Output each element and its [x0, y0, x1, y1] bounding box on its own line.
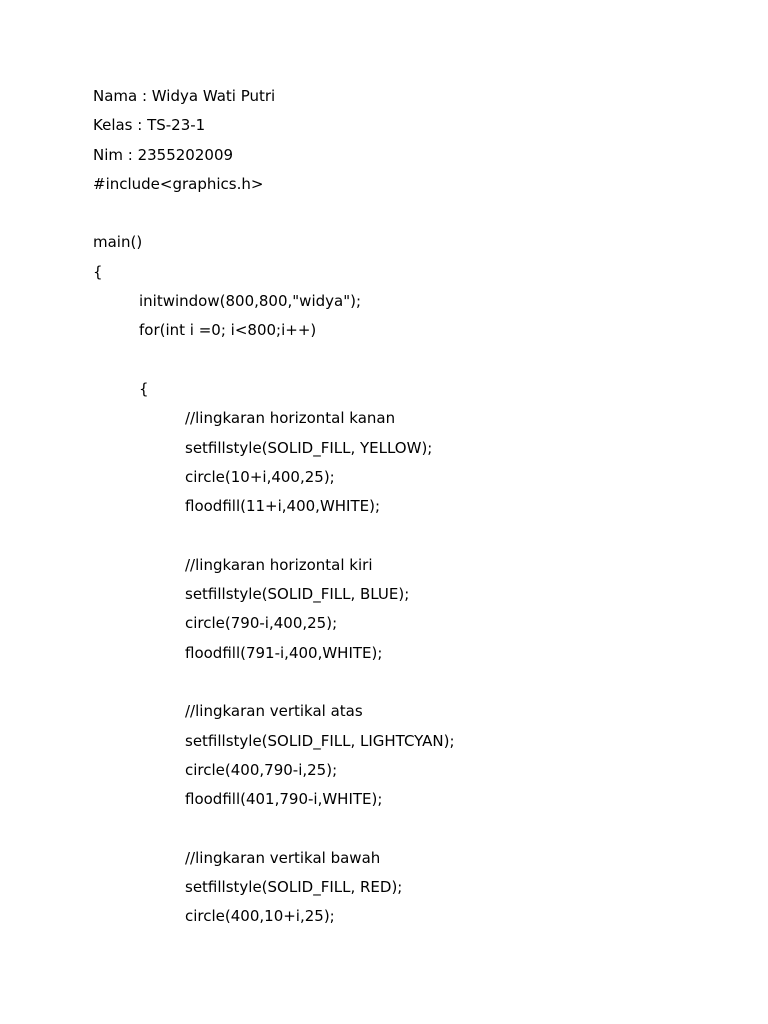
blank-line — [93, 202, 455, 231]
student-id-line: Nim : 2355202009 — [93, 145, 234, 164]
main-function-line: main() — [93, 233, 143, 252]
blank-line — [93, 349, 455, 378]
loop-open-brace-line: { — [139, 379, 149, 398]
code-line: floodfill(401,790-i,WHITE); — [185, 790, 383, 809]
blank-line — [93, 817, 455, 846]
for-loop-line: for(int i =0; i<800;i++) — [139, 321, 317, 340]
open-brace-line: { — [93, 262, 103, 281]
code-line: circle(400,790-i,25); — [185, 760, 338, 779]
comment-line: //lingkaran horizontal kiri — [185, 555, 373, 574]
blank-line — [93, 524, 455, 553]
code-line: circle(10+i,400,25); — [185, 467, 335, 486]
code-line: circle(400,10+i,25); — [185, 907, 335, 926]
code-line: setfillstyle(SOLID_FILL, LIGHTCYAN); — [185, 731, 455, 750]
code-listing — [93, 85, 455, 935]
student-name-line: Nama : Widya Wati Putri — [93, 87, 276, 105]
code-line: circle(790-i,400,25); — [185, 614, 338, 633]
blank-line — [93, 671, 455, 700]
comment-line: //lingkaran vertikal bawah — [185, 848, 381, 867]
code-line: floodfill(791-i,400,WHITE); — [185, 643, 383, 662]
code-line: setfillstyle(SOLID_FILL, YELLOW); — [185, 438, 433, 457]
code-line: setfillstyle(SOLID_FILL, RED); — [185, 878, 403, 897]
include-line: #include<graphics.h> — [93, 174, 264, 193]
code-line: setfillstyle(SOLID_FILL, BLUE); — [185, 585, 410, 604]
comment-line: //lingkaran horizontal kanan — [185, 409, 396, 428]
code-line: floodfill(11+i,400,WHITE); — [185, 497, 381, 516]
initwindow-line: initwindow(800,800,"widya"); — [139, 292, 362, 311]
student-class-line: Kelas : TS-23-1 — [93, 116, 206, 135]
comment-line: //lingkaran vertikal atas — [185, 702, 363, 721]
